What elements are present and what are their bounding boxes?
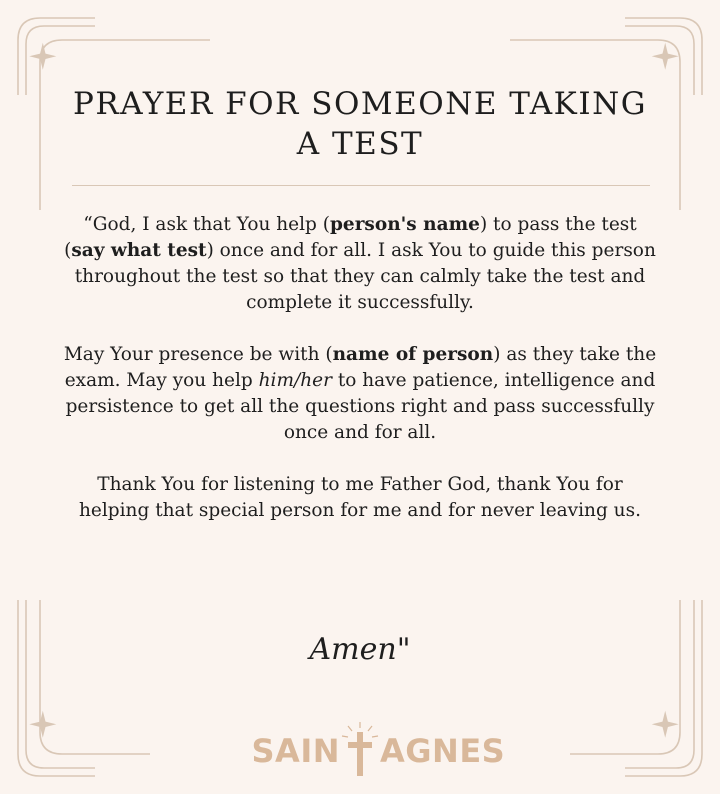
placeholder-test-name: say what test [71,240,207,261]
text-span: ) once and for all. I ask You to guide this person throughout the test so that they can calmly take the test and complete it successfully. [74,240,656,313]
prayer-body [62,212,658,550]
text-span: to have patience, intelligence and persistence to get all the questions right and pass successfully once and for all. [65,370,656,443]
prayer-paragraph-1 [62,212,658,316]
cross-icon [340,720,380,780]
page-title: PRAYER FOR SOMEONE TAKING A TEST [73,86,647,162]
text-span: May Your presence be with ( [63,344,333,365]
prayer-paragraph-2 [62,342,658,446]
logo-text-right: AGNES [380,732,506,770]
title-divider [72,185,650,186]
pronoun-placeholder: him/her [258,370,332,391]
text-span: ) as they take the exam. May you help [64,344,657,391]
amen-signoff: Amen" [309,632,411,667]
text-span: “God, I ask that You help ( [83,214,330,235]
text-span: ) to pass the test ( [64,214,637,261]
prayer-paragraph-3: Thank You for listening to me Father God, thank You for helping that special person for me and for never leaving us. [79,474,641,521]
placeholder-person-name: person's name [329,214,480,235]
placeholder-person-name: name of person [332,344,494,365]
logo-text-left: SAIN [251,732,340,770]
saint-agnes-logo [200,720,520,780]
